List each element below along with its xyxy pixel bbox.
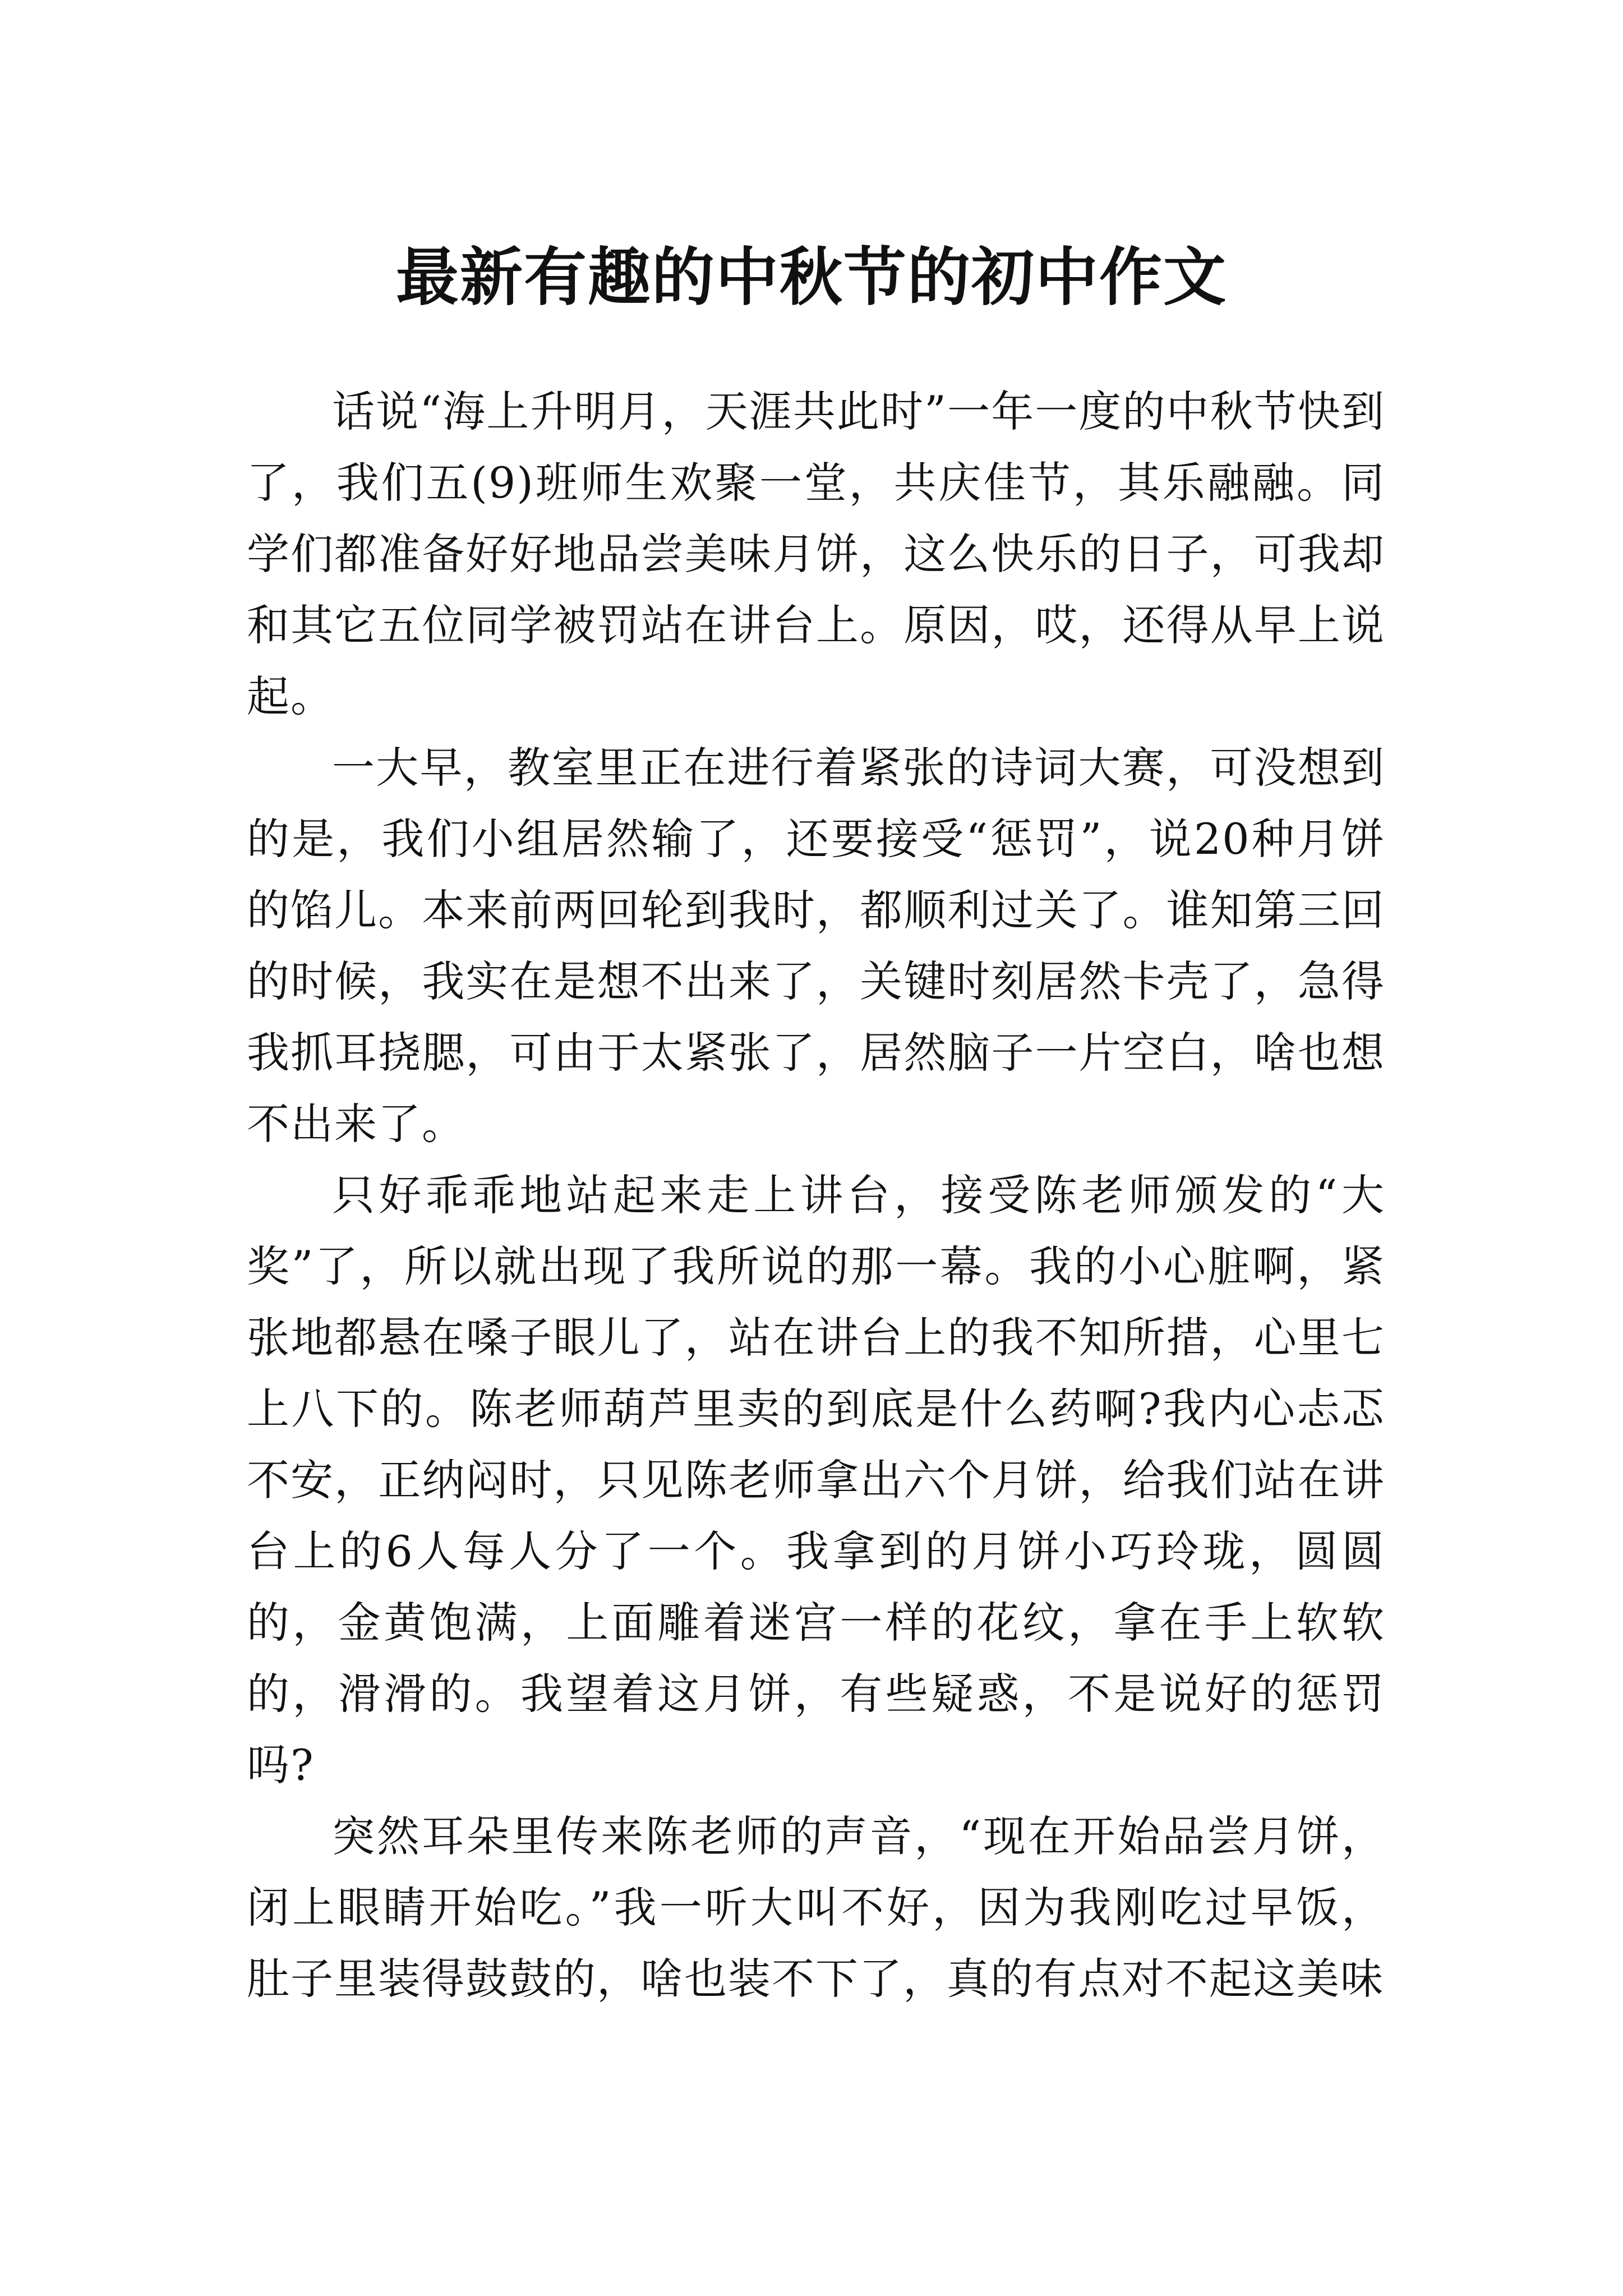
document-body [247, 376, 1385, 2014]
paragraph: 一大早，教室里正在进行着紧张的诗词大赛，可没想到的是，我们小组居然输了，还要接受“惩罚”，说20种月饼的馅儿。本来前两回轮到我时，都顺利过关了。谁知第三回的时候，我实在是想不出来了，关键时刻居然卡壳了，急得我抓耳挠腮，可由于太紧张了，居然脑子一片空白，啥也想不出来了。 [247, 743, 1385, 1149]
paragraph: 只好乖乖地站起来走上讲台，接受陈老师颁发的“大奖”了，所以就出现了我所说的那一幕。我的小心脏啊，紧张地都悬在嗓子眼儿了，站在讲台上的我不知所措，心里七上八下的。陈老师葫芦里卖的到底是什么药啊?我内心忐忑不安，正纳闷时，只见陈老师拿出六个月饼，给我们站在讲台上的6人每人分了一个。我拿到的月饼小巧玲珑，圆圆的，金黄饱满，上面雕着迷宫一样的花纹，拿在手上软软的，滑滑的。我望着这月饼，有些疑惑，不是说好的惩罚吗? [247, 1170, 1385, 1790]
paragraph: 突然耳朵里传来陈老师的声音，“现在开始品尝月饼，闭上眼睛开始吃。”我一听大叫不好，因为我刚吃过早饭，肚子里装得鼓鼓的，啥也装不下了，真的有点对不起这美味 [247, 1811, 1385, 2004]
paragraph: 话说“海上升明月，天涯共此时”一年一度的中秋节快到了，我们五(9)班师生欢聚一堂，共庆佳节，其乐融融。同学们都准备好好地品尝美味月饼，这么快乐的日子，可我却和其它五位同学被罚站在讲台上。原因，哎，还得从早上说起。 [247, 386, 1385, 721]
document-title: 最新有趣的中秋节的初中作文 [396, 241, 1227, 315]
